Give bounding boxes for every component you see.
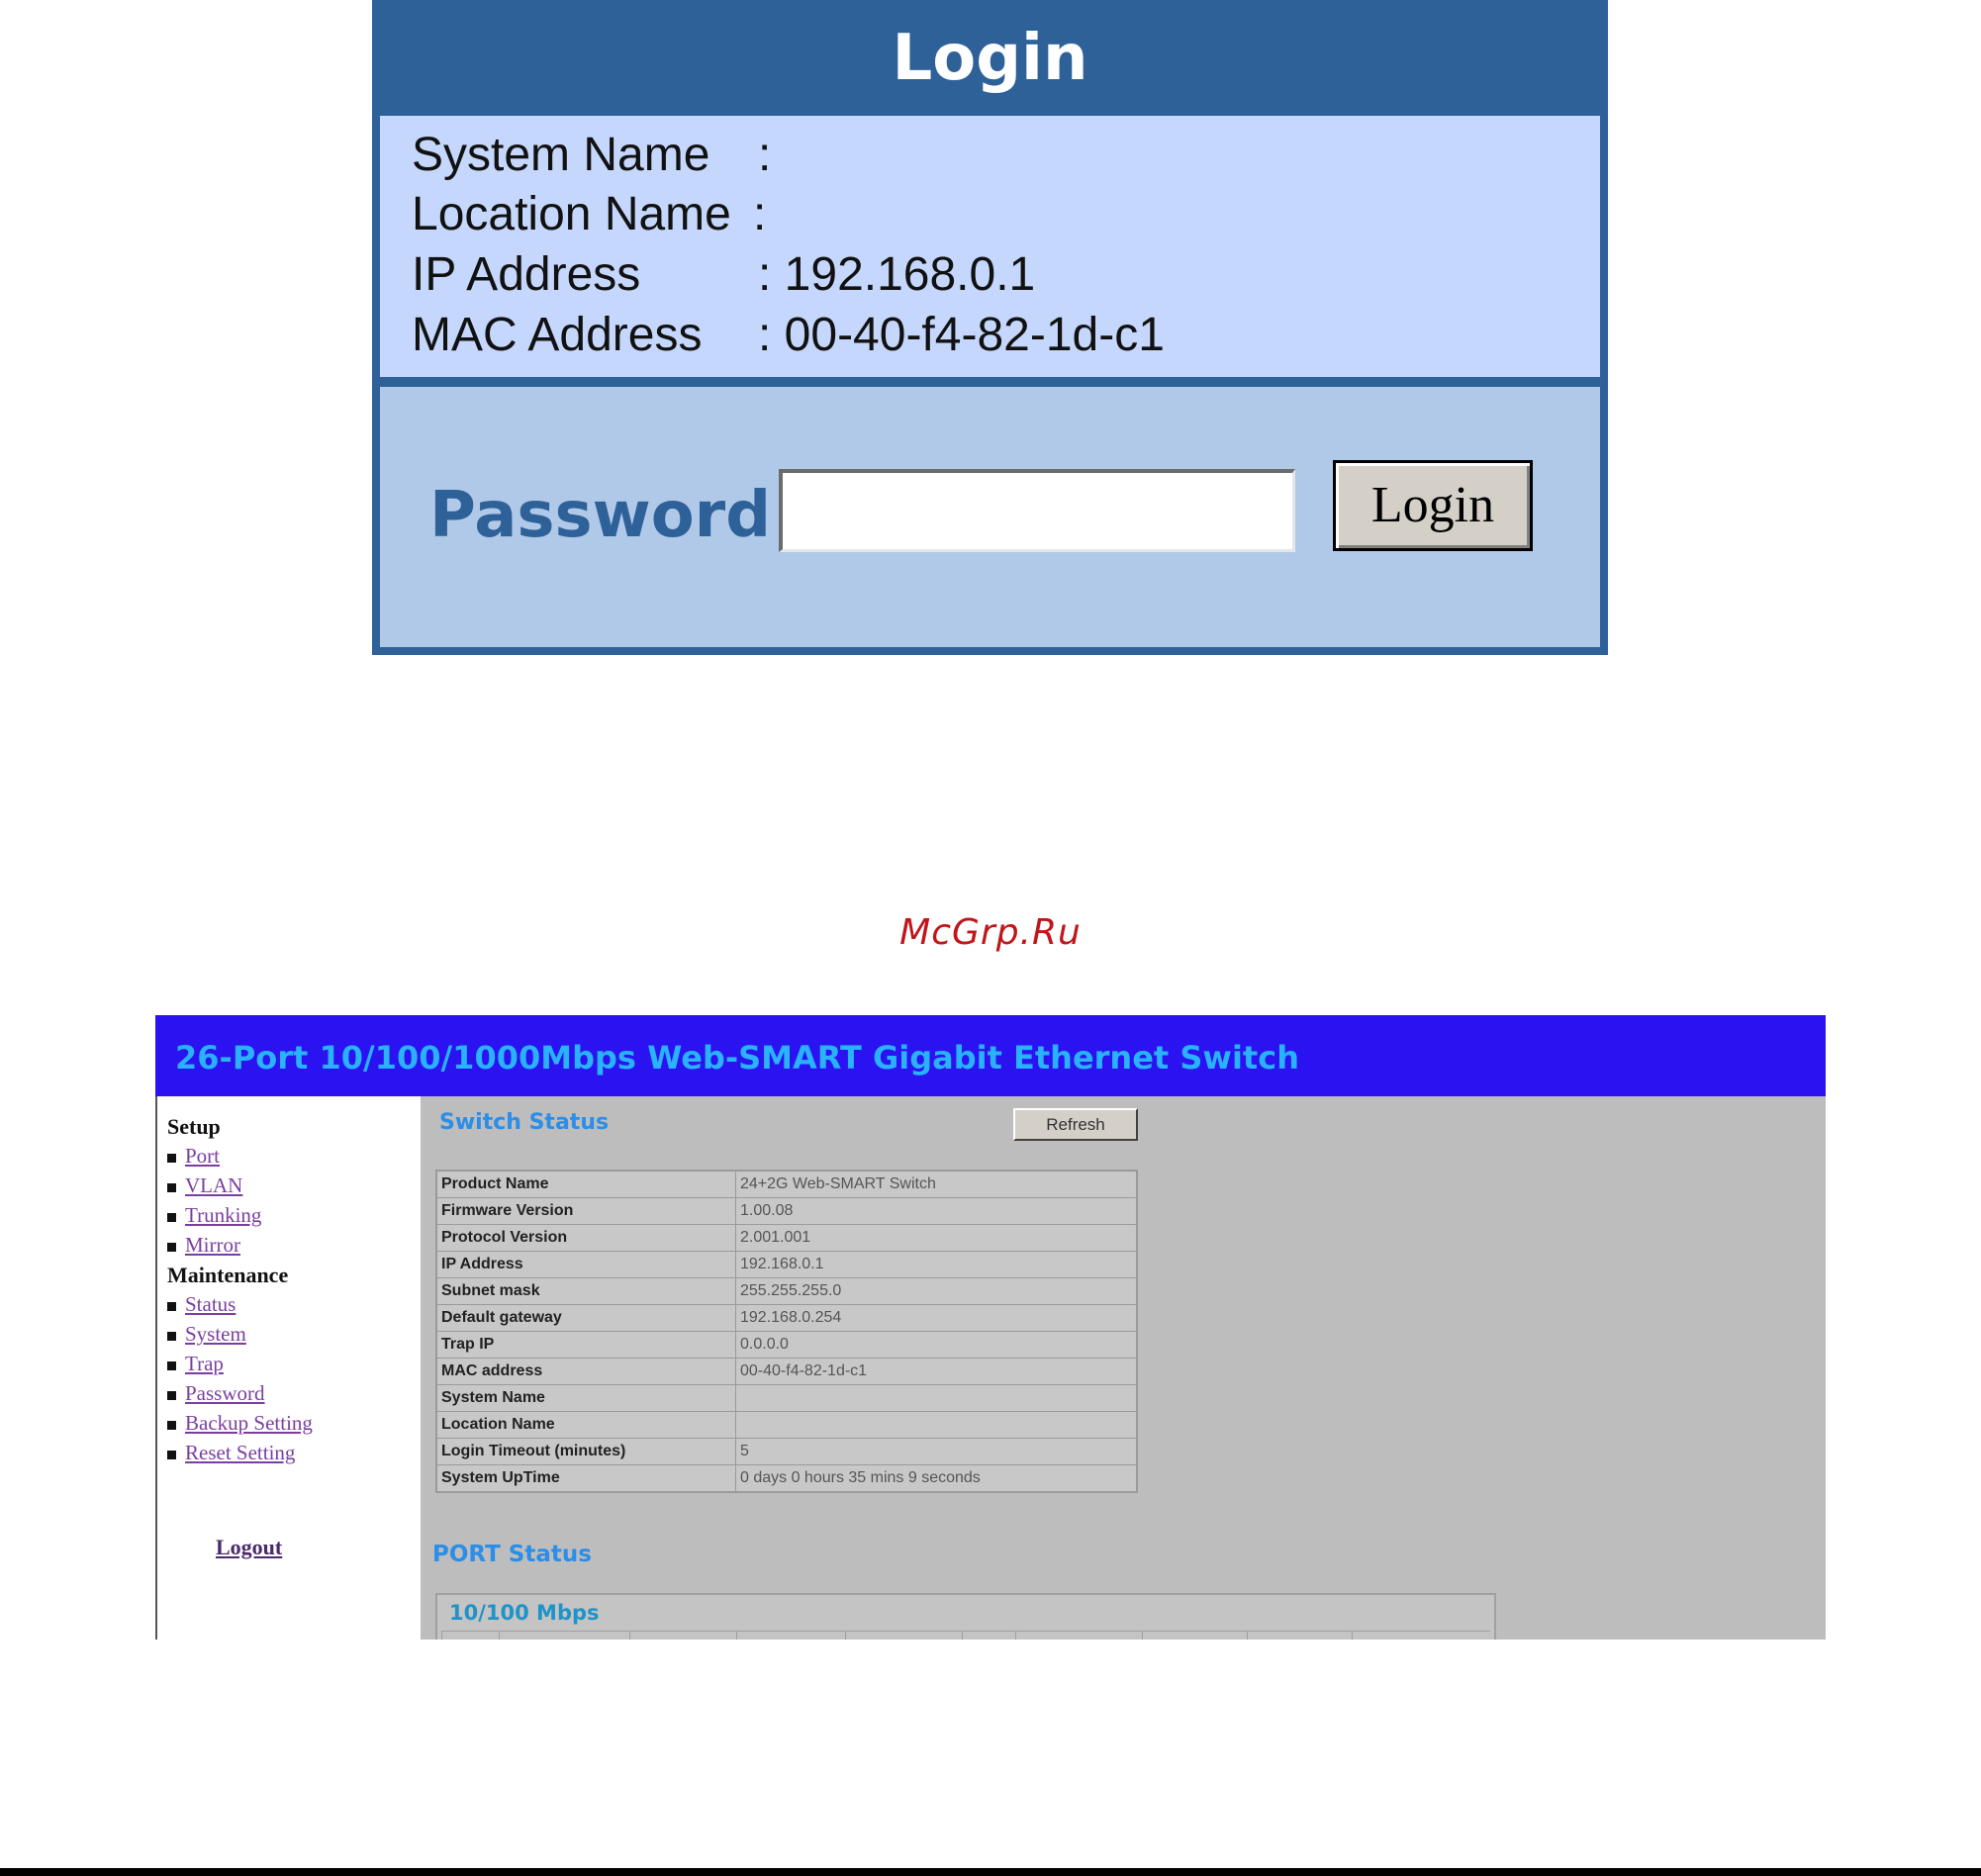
status-key: Product Name [436, 1171, 736, 1198]
sidebar-link[interactable]: Status [185, 1292, 236, 1316]
info-value: : 192.168.0.1 [758, 248, 1036, 301]
sidebar-item-vlan[interactable] [167, 1173, 242, 1198]
info-value: : [753, 188, 767, 240]
table-row [436, 1225, 1137, 1252]
status-key: Login Timeout (minutes) [436, 1439, 736, 1465]
sidebar-link[interactable]: Mirror [185, 1233, 240, 1257]
bullet-icon [167, 1302, 176, 1311]
bullet-icon [167, 1451, 176, 1459]
port-col-divider [1247, 1632, 1248, 1640]
table-row [436, 1198, 1137, 1225]
bullet-icon [167, 1243, 176, 1252]
status-key: Location Name [436, 1412, 736, 1439]
status-value: 255.255.255.0 [736, 1278, 1138, 1305]
bullet-icon [167, 1183, 176, 1192]
status-key: Trap IP [436, 1332, 736, 1359]
password-label: Password [429, 479, 772, 552]
bullet-icon [167, 1361, 176, 1370]
status-value: 0 days 0 hours 35 mins 9 seconds [736, 1465, 1138, 1493]
table-row [436, 1465, 1137, 1493]
info-label: System Name [412, 129, 710, 181]
port-table-header [441, 1631, 1490, 1640]
switch-status-heading: Switch Status [439, 1110, 610, 1135]
sidebar-item-reset-setting[interactable] [167, 1441, 295, 1465]
status-key: System UpTime [436, 1465, 736, 1493]
bullet-icon [167, 1391, 176, 1400]
status-value [736, 1412, 1138, 1439]
status-value: 192.168.0.254 [736, 1305, 1138, 1332]
sidebar-link[interactable]: Trap [185, 1352, 224, 1375]
sidebar-item-trap[interactable] [167, 1352, 224, 1376]
device-info-box [380, 116, 1600, 377]
status-key: Default gateway [436, 1305, 736, 1332]
switch-status-screenshot [155, 1015, 1826, 1640]
status-value: 24+2G Web-SMART Switch [736, 1171, 1138, 1198]
switch-status-table [435, 1170, 1138, 1493]
bullet-icon [167, 1213, 176, 1222]
table-row [436, 1278, 1137, 1305]
bullet-icon [167, 1332, 176, 1341]
port-col-divider [441, 1632, 442, 1640]
refresh-button[interactable]: Refresh [1013, 1108, 1138, 1141]
info-label: MAC Address [412, 309, 703, 361]
sidebar [155, 1096, 421, 1640]
table-row [436, 1305, 1137, 1332]
switch-header [155, 1015, 1826, 1096]
sidebar-link[interactable]: Trunking [185, 1203, 262, 1227]
status-value: 0.0.0.0 [736, 1332, 1138, 1359]
status-key: Firmware Version [436, 1198, 736, 1225]
port-status-heading: PORT Status [432, 1542, 592, 1567]
table-row [436, 1171, 1137, 1198]
table-row [436, 1252, 1137, 1278]
table-row [436, 1439, 1137, 1465]
info-label: Location Name [412, 188, 731, 240]
login-title: Login [892, 22, 1088, 95]
port-status-box [435, 1593, 1496, 1640]
sidebar-item-backup-setting[interactable] [167, 1411, 313, 1436]
port-col-divider [845, 1632, 846, 1640]
port-col-divider [962, 1632, 963, 1640]
info-label: IP Address [412, 248, 641, 301]
sidebar-item-status[interactable] [167, 1292, 236, 1317]
sidebar-link[interactable]: Backup Setting [185, 1411, 313, 1435]
status-key: MAC address [436, 1359, 736, 1385]
bullet-icon [167, 1154, 176, 1163]
status-value: 192.168.0.1 [736, 1252, 1138, 1278]
table-row [436, 1412, 1137, 1439]
info-value: : 00-40-f4-82-1d-c1 [758, 309, 1165, 361]
sidebar-item-system[interactable] [167, 1322, 246, 1347]
status-value: 00-40-f4-82-1d-c1 [736, 1359, 1138, 1385]
port-col-divider [1015, 1632, 1016, 1640]
sidebar-item-password[interactable] [167, 1381, 265, 1406]
port-col-divider [1142, 1632, 1143, 1640]
table-row [436, 1385, 1137, 1412]
status-value: 2.001.001 [736, 1225, 1138, 1252]
login-button[interactable]: Login [1333, 460, 1533, 551]
info-value: : [758, 129, 772, 181]
port-col-divider [736, 1632, 737, 1640]
table-row [436, 1332, 1137, 1359]
port-col-divider [1352, 1632, 1353, 1640]
logout-link[interactable]: Logout [216, 1535, 283, 1559]
sidebar-heading-setup: Setup [167, 1114, 221, 1139]
sidebar-link[interactable]: System [185, 1322, 246, 1346]
bottom-rule [0, 1868, 1981, 1876]
sidebar-link[interactable]: Reset Setting [185, 1441, 296, 1464]
bullet-icon [167, 1421, 176, 1430]
port-col-divider [629, 1632, 630, 1640]
sidebar-item-mirror[interactable] [167, 1233, 240, 1258]
status-value [736, 1385, 1138, 1412]
status-key: System Name [436, 1385, 736, 1412]
password-box [380, 387, 1600, 647]
sidebar-link[interactable]: VLAN [185, 1173, 243, 1197]
sidebar-item-trunking[interactable] [167, 1203, 261, 1228]
sidebar-heading-maintenance: Maintenance [167, 1263, 289, 1287]
login-panel [372, 0, 1608, 655]
status-value: 1.00.08 [736, 1198, 1138, 1225]
port-col-divider [499, 1632, 500, 1640]
sidebar-link[interactable]: Port [185, 1144, 221, 1168]
password-input[interactable] [779, 469, 1295, 552]
sidebar-link[interactable]: Password [185, 1381, 265, 1405]
status-value: 5 [736, 1439, 1138, 1465]
status-key: Protocol Version [436, 1225, 736, 1252]
status-key: IP Address [436, 1252, 736, 1278]
port-speed-heading: 10/100 Mbps [449, 1601, 600, 1625]
table-row [436, 1359, 1137, 1385]
status-key: Subnet mask [436, 1278, 736, 1305]
switch-title: 26-Port 10/100/1000Mbps Web-SMART Gigabit Ethernet Switch [175, 1039, 1299, 1077]
sidebar-item-port[interactable] [167, 1144, 220, 1169]
watermark: McGrp.Ru [899, 912, 1082, 953]
